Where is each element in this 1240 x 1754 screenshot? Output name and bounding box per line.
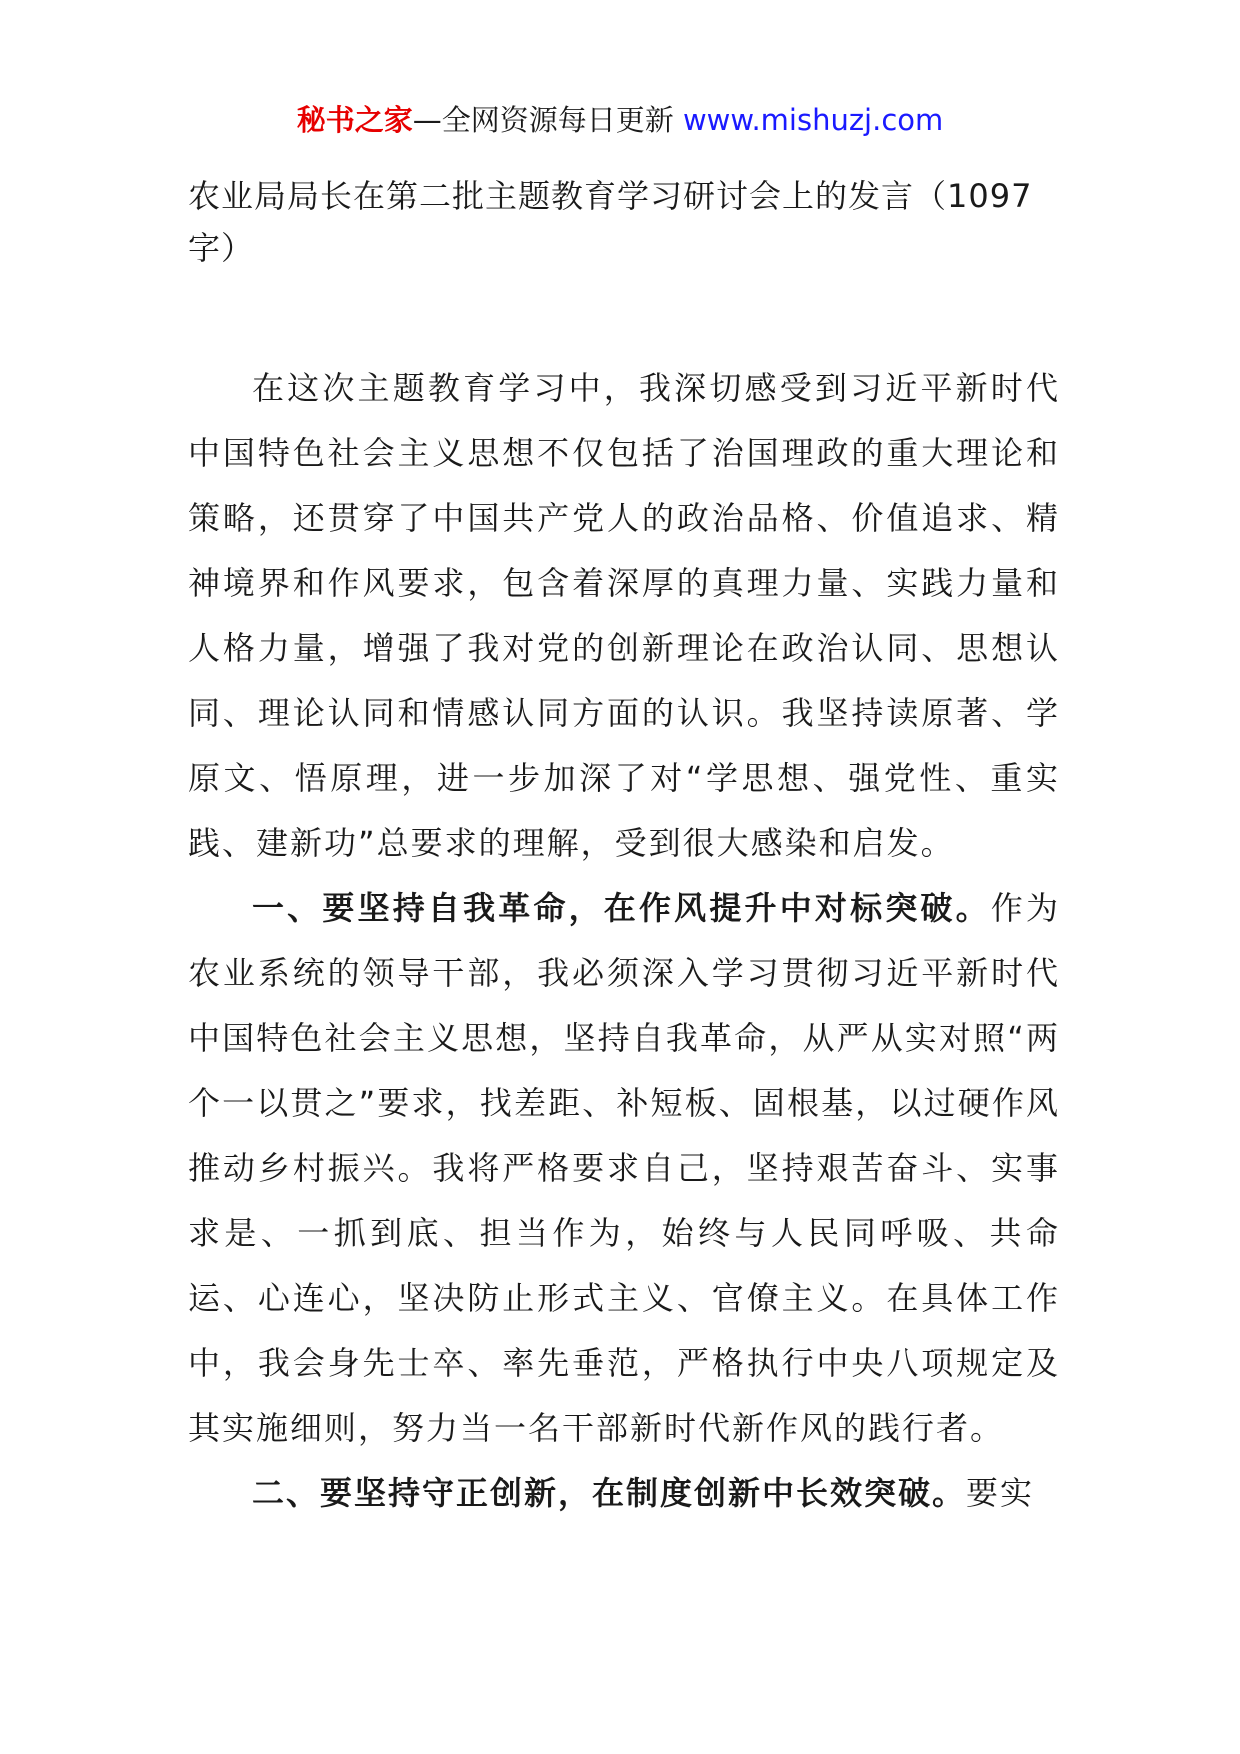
section-paragraph <box>188 876 1060 1461</box>
paragraph-text: 要实 <box>966 1474 1035 1512</box>
body-paragraph <box>188 356 1060 876</box>
document-body <box>188 356 1060 1526</box>
paragraph-text: 在这次主题教育学习中，我深切感受到习近平新时代中国特色社会主义思想不仅包括了治国理政的重大理论和策略，还贯穿了中国共产党人的政治品格、价值追求、精神境界和作风要求，包含着深厚的真理力量、实践力量和人格力量，增强了我对党的创新理论在政治认同、思想认同、理论认同和情感认同方面的认识。我坚持读原著、学原文、悟原理，进一步加深了对“学思想、强党性、重实践、建新功”总要求的理解，受到很大感染和启发。 <box>188 369 1060 862</box>
site-url-link[interactable]: www.mishuzj.com <box>682 103 944 137</box>
site-header <box>0 100 1240 140</box>
header-tagline: —全网资源每日更新 <box>412 103 683 137</box>
brand-name: 秘书之家 <box>296 103 413 137</box>
section-heading: 二、要坚持守正创新，在制度创新中长效突破。 <box>252 1474 967 1512</box>
section-heading: 一、要坚持自我革命，在作风提升中对标突破。 <box>252 889 991 927</box>
section-paragraph <box>188 1461 1060 1526</box>
paragraph-text: 作为农业系统的领导干部，我必须深入学习贯彻习近平新时代中国特色社会主义思想，坚持自我革命，从严从实对照“两个一以贯之”要求，找差距、补短板、固根基，以过硬作风推动乡村振兴。我将严格要求自己，坚持艰苦奋斗、实事求是、一抓到底、担当作为，始终与人民同呼吸、共命运、心连心，坚决防止形式主义、官僚主义。在具体工作中，我会身先士卒、率先垂范，严格执行中央八项规定及其实施细则，努力当一名干部新时代新作风的践行者。 <box>188 889 1060 1447</box>
document-title: 农业局局长在第二批主题教育学习研讨会上的发言（1097字） <box>188 177 1033 267</box>
